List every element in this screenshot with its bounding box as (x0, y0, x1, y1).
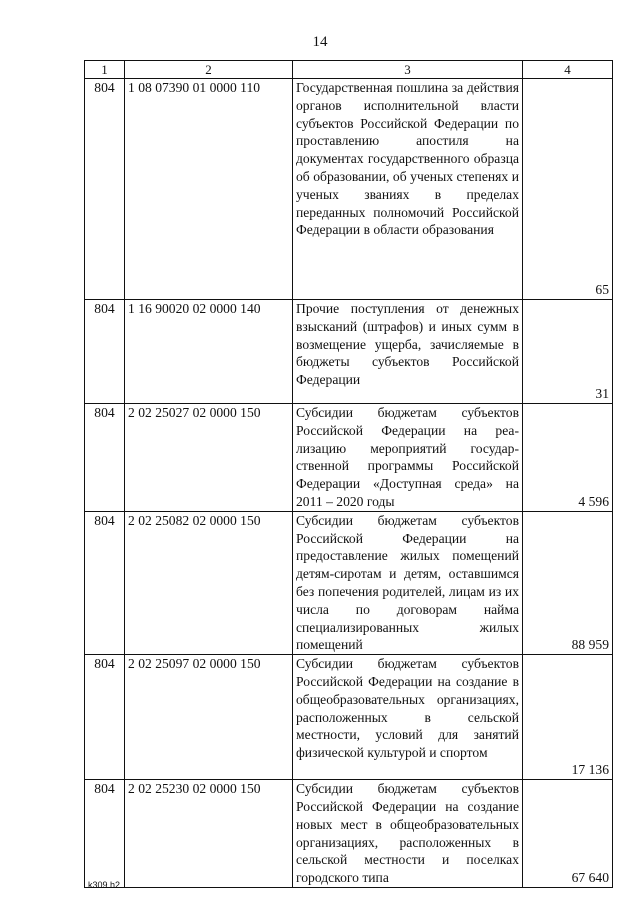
description-cell: Субсидии бюджетам субъектов Российской Федерации на реализацию мероприятий государственной программы Российской Федерации «Доступная среда» на 2011 – 2020 годы (293, 404, 523, 512)
amount-cell: 67 640 (523, 780, 613, 888)
table-row (85, 300, 613, 404)
budget-code-cell: 2 02 25097 02 0000 150 (125, 655, 293, 780)
table-row (85, 780, 613, 888)
table-row (85, 511, 613, 654)
description-cell: Субсидии бюджетам субъектов Российской Федерации на создание новых мест в общеобразовательных организациях, расположенных в сельской местности и поселках городского типа (293, 780, 523, 888)
admin-code-cell: 804 (85, 655, 125, 780)
admin-code-cell: 804 (85, 404, 125, 512)
admin-code-cell: 804 (85, 780, 125, 888)
budget-code-cell: 2 02 25230 02 0000 150 (125, 780, 293, 888)
amount-cell: 4 596 (523, 404, 613, 512)
column-header-2: 2 (125, 61, 293, 79)
admin-code-cell: 804 (85, 79, 125, 300)
column-header-4: 4 (523, 61, 613, 79)
description-cell: Субсидии бюджетам субъектов Российской Федерации на предоставление жилых помещений детям-сиротам и детям, оставшимся без попечения родителей, лицам из их числа по договорам найма специализированных жилых помещений (293, 511, 523, 654)
budget-table (84, 60, 613, 888)
column-header-1: 1 (85, 61, 125, 79)
table-row (85, 79, 613, 300)
budget-code-cell: 2 02 25082 02 0000 150 (125, 511, 293, 654)
column-header-3: 3 (293, 61, 523, 79)
table-row (85, 404, 613, 512)
amount-cell: 88 959 (523, 511, 613, 654)
budget-code-cell: 1 08 07390 01 0000 110 (125, 79, 293, 300)
page-number: 14 (312, 34, 328, 50)
admin-code-cell: 804 (85, 511, 125, 654)
document-footer-code: k309 h2 (88, 880, 121, 890)
admin-code-cell: 804 (85, 300, 125, 404)
description-cell: Государственная пошлина за действия органов исполнительной власти субъектов Российской Федерации по проставлению апостиля на документах государственного образца об образовании, об ученых степенях и ученых званиях в пределах переданных полномочий Российской Федерации в области образования (293, 79, 523, 300)
budget-code-cell: 2 02 25027 02 0000 150 (125, 404, 293, 512)
amount-cell: 17 136 (523, 655, 613, 780)
table-header-row (85, 61, 613, 79)
description-cell: Субсидии бюджетам субъектов Российской Федерации на создание в общеобразовательных организациях, расположенных в сельской местности, условий для занятий физической культурой и спортом (293, 655, 523, 780)
table-row (85, 655, 613, 780)
budget-code-cell: 1 16 90020 02 0000 140 (125, 300, 293, 404)
amount-cell: 65 (523, 79, 613, 300)
description-cell: Прочие поступления от денежных взысканий (штрафов) и иных сумм в возмещение ущерба, зачисляемые в бюджеты субъектов Российской Федерации (293, 300, 523, 404)
amount-cell: 31 (523, 300, 613, 404)
